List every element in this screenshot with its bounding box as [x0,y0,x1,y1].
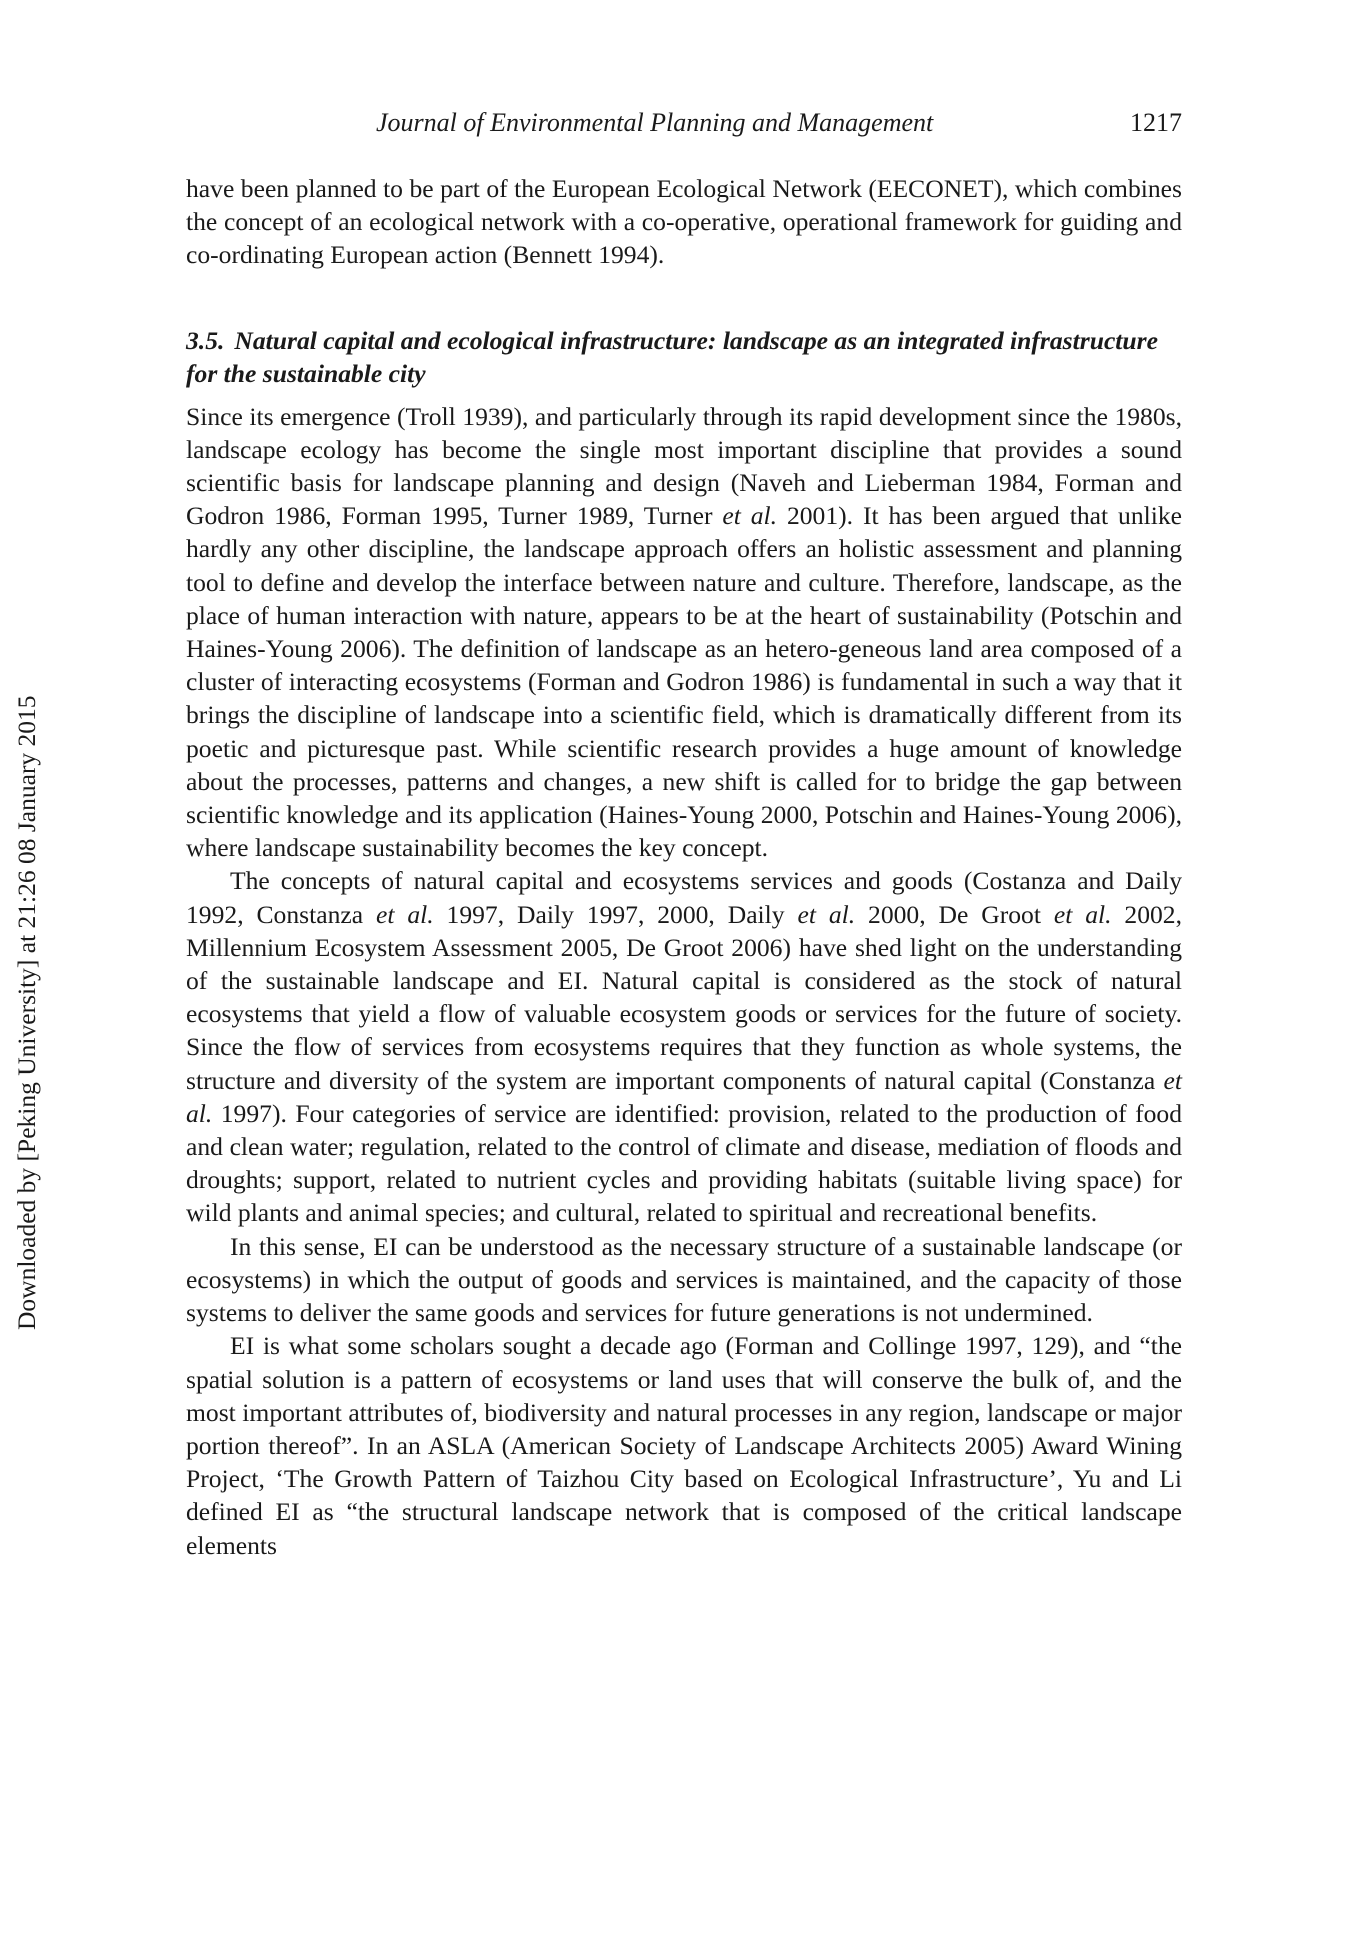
section-title: Natural capital and ecological infrastructure: landscape as an integrated infrastructure for the sustainable city [186,325,1158,388]
et-al: et al. [186,1065,1182,1128]
download-watermark: Downloaded by [Peking University] at 21:26 08 January 2015 [12,695,41,1330]
paragraph-ei-structure: In this sense, EI can be understood as the necessary structure of a sustainable landscape (or ecosystems) in which the output of goods and services is maintained, and the capacity of those systems to deliver the same goods and services for future generations is not undermined. [186,1231,1182,1328]
text-run: Since its emergence (Troll 1939), and particularly through its rapid development since the 1980s, landscape ecology has become the single most important discipline that provides a sound scientific basis for landscape planning and design (Naveh and Lieberman 1984, Forman and Godron 1986, Forman 1995, Turner 1989, Turner [186,401,1182,531]
et-al: et al. [1053,899,1112,929]
section-heading [186,324,1182,390]
continuation-paragraph: have been planned to be part of the European Ecological Network (EECONET), which combines the concept of an ecological network with a co-operative, operational framework for guiding and co-ordinating European action (Bennett 1994). [186,174,1182,270]
article-body [186,172,1182,1562]
running-title: Journal of Environmental Planning and Management [376,108,934,137]
page-header [186,108,1182,144]
paragraph-natural-capital [186,864,1182,1229]
et-al: et al. [375,899,434,929]
text-run: 2000, De Groot [855,899,1054,929]
text-run: 1997). Four categories of service are identified: provision, related to the production of food and clean water; regulation, related to the control of climate and disease, mediation of floods and droughts; support, related to nutrient cycles and providing habitats (suitable living space) for wild plants and animal species; and cultural, related to spiritual and recreational benefits. [186,1098,1182,1228]
paragraph-landscape-ecology [186,400,1182,865]
text-run: The concepts of natural capital and ecosystems services and goods (Costanza and Daily 1992, Constanza [186,866,1182,929]
et-al: et al. [797,899,856,929]
text-run: 2001). It has been argued that unlike hardly any other discipline, the landscape approach offers an holistic assessment and planning tool to define and develop the interface between nature and culture. Therefore, landscape, as the place of human interaction with nature, appears to be at the heart of sustainability (Potschin and Haines-Young 2006). The definition of landscape as an hetero-geneous land area composed of a cluster of interacting ecosystems (Forman and Godron 1986) is fundamental in such a way that it brings the discipline of landscape into a scientific field, which is dramatically different from its poetic and picturesque past. While scientific research provides a huge amount of knowledge about the processes, patterns and changes, a new shift is called for to bridge the gap between scientific knowledge and its application (Haines-Young 2000, Potschin and Haines-Young 2006), where landscape sustainability becomes the key concept. [186,501,1182,863]
section-number: 3.5. [186,325,225,355]
text-run: 2002, Millennium Ecosystem Assessment 2005, De Groot 2006) have shed light on the understanding of the sustainable landscape and EI. Natural capital is considered as the stock of natural ecosystems that yield a flow of valuable ecosystem goods or services for the future of society. Since the flow of services from ecosystems requires that they function as whole systems, the structure and diversity of the system are important components of natural capital (Constanza [186,899,1182,1095]
text-run: 1997, Daily 1997, 2000, Daily [433,899,798,929]
paragraph-ei-definition: EI is what some scholars sought a decade ago (Forman and Collinge 1997, 129), and “the spatial solution is a pattern of ecosystems or land uses that will conserve the bulk of, and the most important attributes of, biodiversity and natural processes in any region, landscape or major portion thereof”. In an ASLA (American Society of Landscape Architects 2005) Award Wining Project, ‘The Growth Pattern of Taizhou City based on Ecological Infrastructure’, Yu and Li defined EI as “the structural landscape network that is composed of the critical landscape elements [186,1331,1182,1560]
page-number: 1217 [1130,108,1182,137]
et-al: et al. [722,501,778,531]
